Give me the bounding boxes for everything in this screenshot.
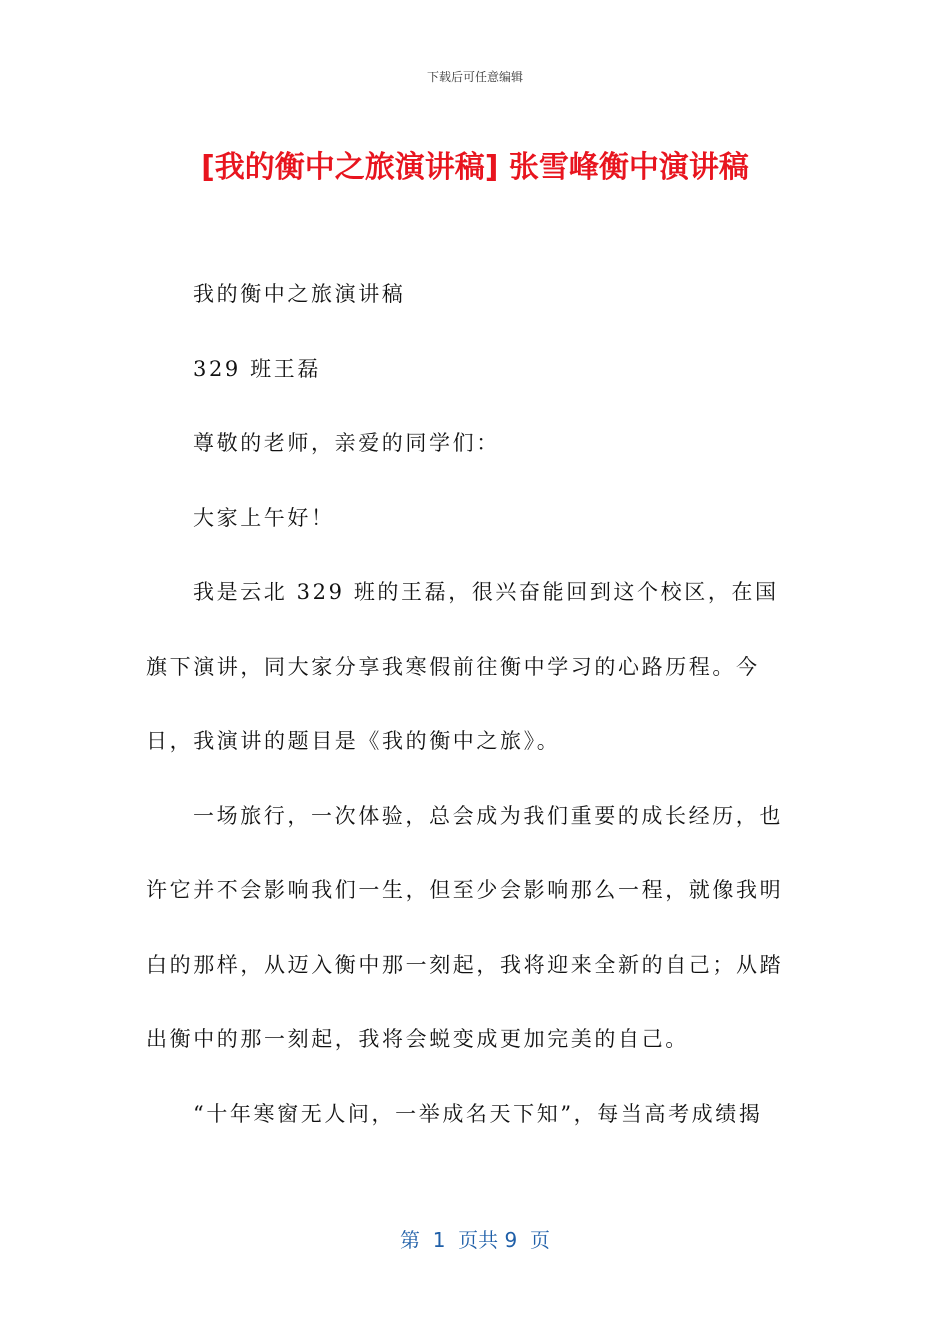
document-title: [我的衡中之旅演讲稿] 张雪峰衡中演讲稿 — [201, 150, 749, 185]
paragraph: 一场旅行，一次体验，总会成为我们重要的成长经历，也许它并不会影响我们一生，但至少会影响那么一程，就像我明白的那样，从迈入衡中那一刻起，我将迎来全新的自己；从踏出衡中的那一刻起，我将会蜕变成更加完美的自己。 — [146, 803, 784, 1051]
paragraph: “十年寒窗无人问，一举成名天下知”，每当高考成绩揭 — [193, 1101, 763, 1126]
header-note: 下载后可任意编辑 — [426, 70, 523, 84]
paragraph: 大家上午好！ — [193, 505, 335, 530]
paragraph: 329 班王磊 — [193, 356, 321, 381]
page-number: 第 1 页共 9 页 — [400, 1228, 550, 1252]
paragraph: 我的衡中之旅演讲稿 — [193, 282, 406, 306]
paragraph: 我是云北 329 班的王磊，很兴奋能回到这个校区，在国旗下演讲，同大家分享我寒假前往衡中学习的心路历程。今日，我演讲的题目是《我的衡中之旅》。 — [146, 580, 779, 753]
paragraph: 尊敬的老师，亲爱的同学们： — [193, 431, 500, 455]
document-body — [146, 257, 796, 1151]
